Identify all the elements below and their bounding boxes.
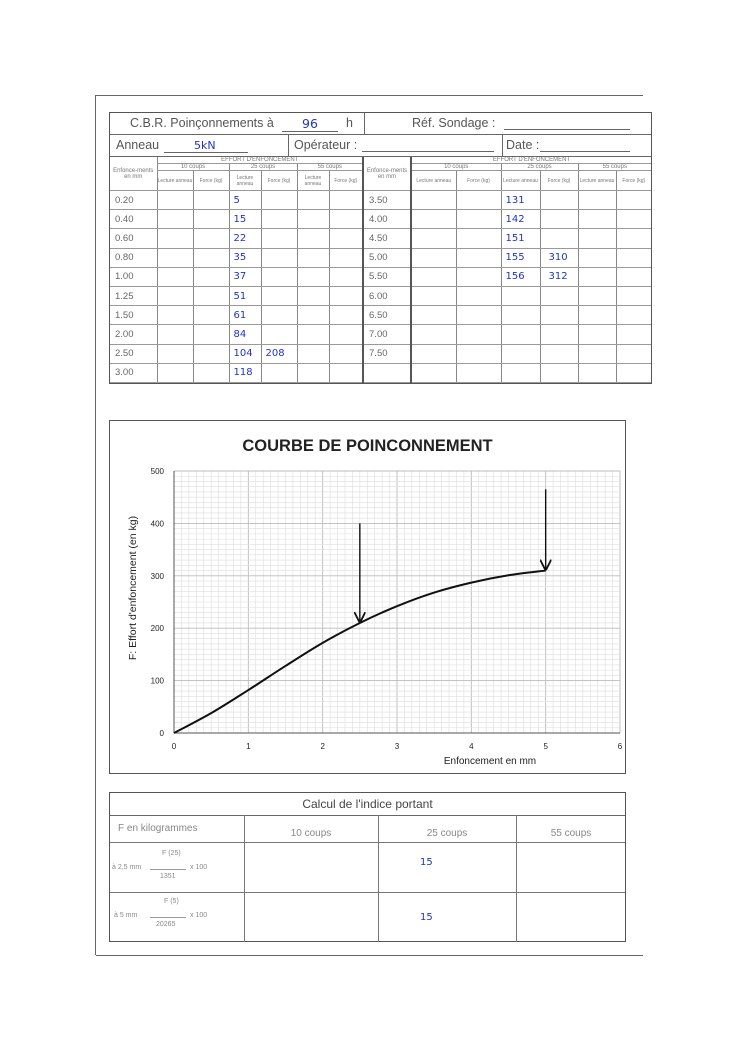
date-label: Date : xyxy=(506,138,540,152)
lecture-25-cell[interactable]: 37 xyxy=(229,267,261,286)
lecture-25-cell[interactable] xyxy=(501,306,540,325)
effort-header-right: EFFORT D'ENFONCEMENT xyxy=(411,157,651,164)
force-55-cell[interactable] xyxy=(616,229,651,248)
lecture-25-cell[interactable] xyxy=(501,363,540,382)
sub-lecture: Lecture anneau xyxy=(501,171,540,191)
cbr-hours-field[interactable] xyxy=(282,116,338,132)
depth-cell: 0.80 xyxy=(110,248,157,267)
operateur-label: Opérateur : xyxy=(294,138,358,152)
depth-cell: 2.50 xyxy=(110,344,157,363)
force-25-cell[interactable] xyxy=(540,325,578,344)
lecture-55-cell[interactable] xyxy=(578,363,616,382)
lecture-55-cell[interactable] xyxy=(578,286,616,305)
force-25-cell[interactable] xyxy=(540,344,578,363)
depth-col-header-right: Enfonce-ments en mm xyxy=(363,157,411,191)
lecture-55-cell[interactable] xyxy=(297,363,329,382)
header-row-1 xyxy=(110,113,651,135)
effort-header-left: EFFORT D'ENFONCEMENT xyxy=(157,157,363,164)
lecture-10-cell[interactable] xyxy=(411,363,456,382)
header-row-2 xyxy=(110,135,651,157)
force-10-cell[interactable] xyxy=(193,325,229,344)
coups-10-left: 10 coups xyxy=(157,164,229,171)
depth-cell: 5.00 xyxy=(363,248,411,267)
lecture-10-cell[interactable] xyxy=(411,344,456,363)
y-axis-label: F: Effort d'enfoncement (en kg) xyxy=(127,515,139,661)
force-25-cell[interactable]: 208 xyxy=(261,344,297,363)
force-25-cell[interactable] xyxy=(261,325,297,344)
force-10-cell[interactable] xyxy=(456,191,501,210)
table-row xyxy=(110,191,651,210)
calc-col-55-coups: 55 coups xyxy=(550,828,592,839)
lecture-55-cell[interactable] xyxy=(578,229,616,248)
table-row xyxy=(110,286,651,305)
lecture-25-cell[interactable]: 15 xyxy=(229,210,261,229)
depth-cell xyxy=(363,363,411,382)
depth-cell: 6.50 xyxy=(363,306,411,325)
force-25-cell[interactable] xyxy=(540,286,578,305)
force-10-cell[interactable] xyxy=(193,344,229,363)
coups-10-right: 10 coups xyxy=(411,164,501,171)
chart-title: COURBE DE POINCONNEMENT xyxy=(242,437,493,455)
table-row xyxy=(110,210,651,229)
lecture-10-cell[interactable] xyxy=(157,286,193,305)
ref-sondage-label: Réf. Sondage : xyxy=(412,116,496,130)
lecture-55-cell[interactable] xyxy=(578,267,616,286)
calc-col0-header: F en kilogrammes xyxy=(118,823,198,834)
force-25-cell[interactable] xyxy=(261,210,297,229)
force-10-cell[interactable] xyxy=(193,229,229,248)
x-tick-label: 4 xyxy=(469,742,474,751)
formula2-numerator: F (5) xyxy=(164,898,179,905)
table-row xyxy=(110,229,651,248)
sub-lecture: Lecture anneau xyxy=(578,171,616,191)
force-55-cell[interactable] xyxy=(616,325,651,344)
force-55-cell[interactable] xyxy=(329,344,363,363)
table-row xyxy=(110,306,651,325)
coups-55-right: 55 coups xyxy=(578,164,651,171)
formula1-multiplier: x 100 xyxy=(190,864,208,871)
lecture-25-cell[interactable]: 156 xyxy=(501,267,540,286)
table-row xyxy=(110,363,651,382)
force-10-cell[interactable] xyxy=(456,344,501,363)
force-10-cell[interactable] xyxy=(456,306,501,325)
measurement-table xyxy=(110,157,651,383)
y-tick-label: 300 xyxy=(150,571,164,581)
y-tick-label: 200 xyxy=(150,624,164,634)
depth-cell: 4.00 xyxy=(363,210,411,229)
coups-25-right: 25 coups xyxy=(501,164,578,171)
table-row xyxy=(110,267,651,286)
sub-lecture: Lecture anneau xyxy=(297,171,329,191)
force-25-cell[interactable] xyxy=(540,191,578,210)
coups-25-left: 25 coups xyxy=(229,164,297,171)
lecture-25-cell[interactable]: 51 xyxy=(229,286,261,305)
lecture-10-cell[interactable] xyxy=(157,306,193,325)
lecture-10-cell[interactable] xyxy=(411,229,456,248)
anneau-value: 5kN xyxy=(194,139,216,152)
depth-col-header-left: Enfonce-ments en mm xyxy=(110,157,157,191)
force-55-cell[interactable] xyxy=(329,210,363,229)
formula2-fraction-bar xyxy=(150,917,186,918)
lecture-10-cell[interactable] xyxy=(157,344,193,363)
depth-cell: 0.20 xyxy=(110,191,157,210)
lecture-10-cell[interactable] xyxy=(157,325,193,344)
force-55-cell[interactable] xyxy=(329,306,363,325)
calc-table xyxy=(109,792,626,942)
depth-cell: 6.00 xyxy=(363,286,411,305)
table-row xyxy=(110,248,651,267)
sub-force: Force (kg) xyxy=(540,171,578,191)
force-25-cell[interactable] xyxy=(261,363,297,382)
lecture-10-cell[interactable] xyxy=(411,191,456,210)
page-border-bottom xyxy=(96,955,643,956)
date-field[interactable] xyxy=(540,137,630,152)
calc-col-10-coups: 10 coups xyxy=(290,828,332,839)
force-10-cell[interactable] xyxy=(193,210,229,229)
x-tick-label: 0 xyxy=(171,742,177,751)
lecture-25-cell[interactable] xyxy=(501,325,540,344)
table-row xyxy=(110,325,651,344)
x-tick-label: 3 xyxy=(394,742,400,751)
formula2-denominator: 20265 xyxy=(156,921,176,928)
force-55-cell[interactable] xyxy=(616,286,651,305)
lecture-55-cell[interactable] xyxy=(297,191,329,210)
force-55-cell[interactable] xyxy=(329,286,363,305)
force-55-cell[interactable] xyxy=(329,267,363,286)
header-divider-2 xyxy=(288,135,289,156)
force-55-cell[interactable] xyxy=(329,325,363,344)
lecture-25-cell[interactable]: 5 xyxy=(229,191,261,210)
force-25-cell[interactable]: 310 xyxy=(540,248,578,267)
force-55-cell[interactable] xyxy=(616,248,651,267)
measurement-form xyxy=(109,112,652,384)
force-10-cell[interactable] xyxy=(456,210,501,229)
page-border-left xyxy=(95,95,96,955)
depth-cell: 1.00 xyxy=(110,267,157,286)
lecture-25-cell[interactable]: 84 xyxy=(229,325,261,344)
force-10-cell[interactable] xyxy=(193,191,229,210)
lecture-10-cell[interactable] xyxy=(411,286,456,305)
sub-force: Force (kg) xyxy=(261,171,297,191)
depth-cell: 7.50 xyxy=(363,344,411,363)
lecture-55-cell[interactable] xyxy=(578,210,616,229)
lecture-55-cell[interactable] xyxy=(578,306,616,325)
force-25-cell[interactable] xyxy=(261,267,297,286)
lecture-10-cell[interactable] xyxy=(411,248,456,267)
force-25-cell[interactable]: 312 xyxy=(540,267,578,286)
calc-row1-value-25: 15 xyxy=(420,857,433,868)
lecture-55-cell[interactable] xyxy=(297,229,329,248)
depth-cell: 3.00 xyxy=(110,363,157,382)
depth-cell: 4.50 xyxy=(363,229,411,248)
force-55-cell[interactable] xyxy=(329,229,363,248)
force-25-cell[interactable] xyxy=(261,286,297,305)
force-10-cell[interactable] xyxy=(456,267,501,286)
force-25-cell[interactable] xyxy=(261,306,297,325)
force-10-cell[interactable] xyxy=(193,286,229,305)
anneau-field[interactable] xyxy=(164,138,248,153)
lecture-55-cell[interactable] xyxy=(578,344,616,363)
x-tick-label: 6 xyxy=(617,742,623,751)
x-tick-label: 1 xyxy=(246,742,251,751)
force-10-cell[interactable] xyxy=(456,248,501,267)
depth-cell: 7.00 xyxy=(363,325,411,344)
x-tick-label: 2 xyxy=(320,742,325,751)
lecture-55-cell[interactable] xyxy=(578,325,616,344)
header-divider-3 xyxy=(502,135,503,156)
force-10-cell[interactable] xyxy=(456,363,501,382)
force-55-cell[interactable] xyxy=(329,363,363,382)
sub-lecture: Lecture anneau xyxy=(157,171,193,191)
force-10-cell[interactable] xyxy=(456,229,501,248)
cbr-unit: h xyxy=(346,116,353,130)
formula1-prefix: à 2,5 mm xyxy=(112,864,142,871)
force-25-cell[interactable] xyxy=(261,229,297,248)
depth-cell: 3.50 xyxy=(363,191,411,210)
lecture-55-cell[interactable] xyxy=(578,191,616,210)
y-tick-label: 500 xyxy=(150,467,164,476)
cbr-hours-value: 96 xyxy=(302,116,318,131)
force-55-cell[interactable] xyxy=(616,344,651,363)
table-row xyxy=(110,344,651,363)
lecture-25-cell[interactable]: 118 xyxy=(229,363,261,382)
force-55-cell[interactable] xyxy=(329,191,363,210)
sub-lecture: Lecture anneau xyxy=(229,171,261,191)
calc-col-25-coups: 25 coups xyxy=(426,828,468,839)
lecture-25-cell[interactable]: 151 xyxy=(501,229,540,248)
sub-force: Force (kg) xyxy=(456,171,501,191)
lecture-10-cell[interactable] xyxy=(411,267,456,286)
lecture-25-cell[interactable]: 22 xyxy=(229,229,261,248)
lecture-10-cell[interactable] xyxy=(411,210,456,229)
force-25-cell[interactable] xyxy=(540,229,578,248)
penetration-chart xyxy=(110,421,625,773)
lecture-10-cell[interactable] xyxy=(411,306,456,325)
lecture-55-cell[interactable] xyxy=(297,286,329,305)
sub-force: Force (kg) xyxy=(616,171,651,191)
force-55-cell[interactable] xyxy=(616,363,651,382)
lecture-10-cell[interactable] xyxy=(157,248,193,267)
depth-cell: 1.25 xyxy=(110,286,157,305)
force-55-cell[interactable] xyxy=(616,191,651,210)
force-25-cell[interactable] xyxy=(540,363,578,382)
lecture-55-cell[interactable] xyxy=(297,210,329,229)
y-tick-label: 0 xyxy=(159,729,164,738)
lecture-10-cell[interactable] xyxy=(157,210,193,229)
force-10-cell[interactable] xyxy=(456,325,501,344)
lecture-55-cell[interactable] xyxy=(578,248,616,267)
calc-divider xyxy=(110,842,625,843)
ref-sondage-field[interactable] xyxy=(504,115,630,130)
lecture-55-cell[interactable] xyxy=(297,267,329,286)
lecture-25-cell[interactable]: 131 xyxy=(501,191,540,210)
sub-lecture: Lecture anneau xyxy=(411,171,456,191)
formula1-fraction-bar xyxy=(150,869,186,870)
force-55-cell[interactable] xyxy=(616,306,651,325)
lecture-55-cell[interactable] xyxy=(297,306,329,325)
lecture-25-cell[interactable]: 104 xyxy=(229,344,261,363)
lecture-25-cell[interactable]: 61 xyxy=(229,306,261,325)
depth-cell: 5.50 xyxy=(363,267,411,286)
operateur-field[interactable] xyxy=(362,137,494,152)
sub-force: Force (kg) xyxy=(193,171,229,191)
force-10-cell[interactable] xyxy=(193,363,229,382)
chart-panel xyxy=(109,420,626,774)
lecture-10-cell[interactable] xyxy=(157,229,193,248)
lecture-55-cell[interactable] xyxy=(297,344,329,363)
lecture-10-cell[interactable] xyxy=(157,191,193,210)
depth-cell: 2.00 xyxy=(110,325,157,344)
y-tick-label: 400 xyxy=(150,519,164,529)
lecture-10-cell[interactable] xyxy=(411,325,456,344)
lecture-10-cell[interactable] xyxy=(157,363,193,382)
force-25-cell[interactable] xyxy=(261,248,297,267)
formula1-denominator: 1351 xyxy=(160,873,176,880)
lecture-25-cell[interactable] xyxy=(501,286,540,305)
lecture-10-cell[interactable] xyxy=(157,267,193,286)
cbr-label: C.B.R. Poinçonnements à xyxy=(130,116,274,130)
force-55-cell[interactable] xyxy=(329,248,363,267)
depth-cell: 0.60 xyxy=(110,229,157,248)
y-tick-label: 100 xyxy=(150,676,164,686)
measurement-table-body xyxy=(110,191,651,383)
lecture-25-cell[interactable] xyxy=(501,344,540,363)
force-10-cell[interactable] xyxy=(456,286,501,305)
force-10-cell[interactable] xyxy=(193,267,229,286)
x-axis-label: Enfoncement en mm xyxy=(443,756,537,767)
anneau-label: Anneau xyxy=(116,138,160,152)
lecture-25-cell[interactable]: 142 xyxy=(501,210,540,229)
depth-cell: 1.50 xyxy=(110,306,157,325)
formula2-prefix: à 5 mm xyxy=(114,912,138,919)
force-55-cell[interactable] xyxy=(616,267,651,286)
sub-force: Force (kg) xyxy=(329,171,363,191)
force-55-cell[interactable] xyxy=(616,210,651,229)
calc-row2-value-25: 15 xyxy=(420,912,433,923)
page-border-top xyxy=(96,95,643,96)
lecture-55-cell[interactable] xyxy=(297,248,329,267)
lecture-55-cell[interactable] xyxy=(297,325,329,344)
force-10-cell[interactable] xyxy=(193,248,229,267)
calc-divider xyxy=(110,892,625,893)
force-25-cell[interactable] xyxy=(261,191,297,210)
coups-55-left: 55 coups xyxy=(297,164,363,171)
lecture-25-cell[interactable]: 155 xyxy=(501,248,540,267)
calc-title: Calcul de l'indice portant xyxy=(110,793,625,816)
x-tick-label: 5 xyxy=(543,742,548,751)
lecture-25-cell[interactable]: 35 xyxy=(229,248,261,267)
force-25-cell[interactable] xyxy=(540,210,578,229)
depth-cell: 0.40 xyxy=(110,210,157,229)
formula2-multiplier: x 100 xyxy=(190,912,208,919)
force-25-cell[interactable] xyxy=(540,306,578,325)
formula1-numerator: F (25) xyxy=(162,850,181,857)
header-divider xyxy=(364,113,365,134)
force-10-cell[interactable] xyxy=(193,306,229,325)
